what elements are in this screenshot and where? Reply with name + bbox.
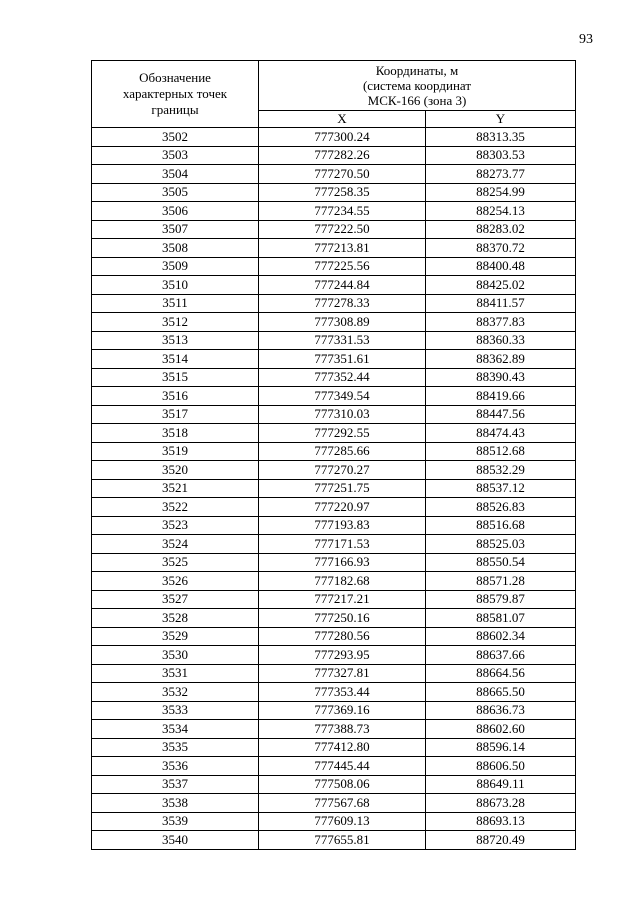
y-coordinate-cell: 88400.48: [426, 257, 576, 276]
table-row: [92, 775, 576, 794]
point-id-cell: 3532: [92, 683, 259, 702]
y-coordinate-cell: 88525.03: [426, 535, 576, 554]
x-coordinate-cell: 777182.68: [259, 572, 426, 591]
table-row: [92, 683, 576, 702]
y-coordinate-cell: 88303.53: [426, 146, 576, 165]
y-coordinate-cell: 88273.77: [426, 165, 576, 184]
point-id-cell: 3503: [92, 146, 259, 165]
x-coordinate-cell: 777270.50: [259, 165, 426, 184]
y-coordinate-cell: 88474.43: [426, 424, 576, 443]
x-coordinate-cell: 777292.55: [259, 424, 426, 443]
x-coordinate-cell: 777567.68: [259, 794, 426, 813]
point-id-cell: 3530: [92, 646, 259, 665]
y-coordinate-cell: 88571.28: [426, 572, 576, 591]
point-id-cell: 3506: [92, 202, 259, 221]
table-row: [92, 794, 576, 813]
table-row: [92, 479, 576, 498]
point-id-cell: 3522: [92, 498, 259, 517]
table-row: [92, 498, 576, 517]
x-coordinate-cell: 777250.16: [259, 609, 426, 628]
x-coordinate-cell: 777280.56: [259, 627, 426, 646]
y-coordinate-cell: 88693.13: [426, 812, 576, 831]
table-row: [92, 183, 576, 202]
y-coordinate-cell: 88579.87: [426, 590, 576, 609]
x-coordinate-cell: 777369.16: [259, 701, 426, 720]
table-row: [92, 720, 576, 739]
y-coordinate-cell: 88370.72: [426, 239, 576, 258]
x-coordinate-cell: 777388.73: [259, 720, 426, 739]
point-id-cell: 3540: [92, 831, 259, 850]
x-coordinate-cell: 777308.89: [259, 313, 426, 332]
point-id-cell: 3534: [92, 720, 259, 739]
x-coordinate-cell: 777331.53: [259, 331, 426, 350]
header-coords-line3: МСК-166 (зона 3): [367, 93, 467, 108]
y-coordinate-cell: 88532.29: [426, 461, 576, 480]
table-row: [92, 609, 576, 628]
table-row: [92, 350, 576, 369]
table-row: [92, 146, 576, 165]
point-id-cell: 3527: [92, 590, 259, 609]
table-row: [92, 516, 576, 535]
y-coordinate-cell: 88602.60: [426, 720, 576, 739]
x-coordinate-cell: 777258.35: [259, 183, 426, 202]
table-row: [92, 368, 576, 387]
y-coordinate-cell: 88377.83: [426, 313, 576, 332]
x-coordinate-cell: 777285.66: [259, 442, 426, 461]
table-row: [92, 387, 576, 406]
point-id-cell: 3536: [92, 757, 259, 776]
y-coordinate-cell: 88283.02: [426, 220, 576, 239]
header-coords-line2: (система координат: [362, 78, 472, 93]
coordinates-table: [91, 60, 576, 850]
x-coordinate-cell: 777300.24: [259, 128, 426, 147]
x-coordinate-cell: 777225.56: [259, 257, 426, 276]
point-id-cell: 3523: [92, 516, 259, 535]
y-coordinate-cell: 88606.50: [426, 757, 576, 776]
y-coordinate-cell: 88362.89: [426, 350, 576, 369]
table-row: [92, 646, 576, 665]
y-coordinate-cell: 88526.83: [426, 498, 576, 517]
x-coordinate-cell: 777234.55: [259, 202, 426, 221]
x-coordinate-cell: 777352.44: [259, 368, 426, 387]
x-coordinate-cell: 777251.75: [259, 479, 426, 498]
point-id-cell: 3538: [92, 794, 259, 813]
point-id-cell: 3514: [92, 350, 259, 369]
table-row: [92, 405, 576, 424]
table-row: [92, 220, 576, 239]
point-id-cell: 3519: [92, 442, 259, 461]
point-id-cell: 3537: [92, 775, 259, 794]
table-row: [92, 331, 576, 350]
y-coordinate-cell: 88254.13: [426, 202, 576, 221]
x-coordinate-cell: 777217.21: [259, 590, 426, 609]
y-coordinate-cell: 88537.12: [426, 479, 576, 498]
y-coordinate-cell: 88665.50: [426, 683, 576, 702]
point-id-cell: 3505: [92, 183, 259, 202]
y-coordinate-cell: 88637.66: [426, 646, 576, 665]
table-row: [92, 128, 576, 147]
header-coords-line1: Координаты, м: [375, 63, 459, 78]
table-row: [92, 627, 576, 646]
y-coordinate-cell: 88390.43: [426, 368, 576, 387]
table-row: [92, 202, 576, 221]
y-coordinate-cell: 88596.14: [426, 738, 576, 757]
y-coordinate-cell: 88360.33: [426, 331, 576, 350]
table-row: [92, 738, 576, 757]
x-coordinate-cell: 777310.03: [259, 405, 426, 424]
point-id-cell: 3525: [92, 553, 259, 572]
table-row: [92, 701, 576, 720]
y-coordinate-cell: 88636.73: [426, 701, 576, 720]
x-coordinate-cell: 777222.50: [259, 220, 426, 239]
point-id-cell: 3507: [92, 220, 259, 239]
point-id-cell: 3510: [92, 276, 259, 295]
point-id-cell: 3529: [92, 627, 259, 646]
x-coordinate-cell: 777171.53: [259, 535, 426, 554]
point-id-cell: 3515: [92, 368, 259, 387]
x-coordinate-cell: 777353.44: [259, 683, 426, 702]
point-id-cell: 3512: [92, 313, 259, 332]
point-id-cell: 3528: [92, 609, 259, 628]
x-coordinate-cell: 777193.83: [259, 516, 426, 535]
point-id-cell: 3516: [92, 387, 259, 406]
y-coordinate-cell: 88550.54: [426, 553, 576, 572]
table-row: [92, 257, 576, 276]
point-id-cell: 3521: [92, 479, 259, 498]
x-coordinate-cell: 777166.93: [259, 553, 426, 572]
y-coordinate-cell: 88602.34: [426, 627, 576, 646]
x-coordinate-cell: 777351.61: [259, 350, 426, 369]
table-row: [92, 535, 576, 554]
table-row: [92, 831, 576, 850]
x-coordinate-cell: 777445.44: [259, 757, 426, 776]
table-row: [92, 165, 576, 184]
y-coordinate-cell: 88673.28: [426, 794, 576, 813]
y-coordinate-cell: 88649.11: [426, 775, 576, 794]
table-row: [92, 812, 576, 831]
x-coordinate-cell: 777508.06: [259, 775, 426, 794]
header-point-label: Обозначение характерных точек границы: [92, 61, 259, 128]
table-row: [92, 461, 576, 480]
x-coordinate-cell: 777349.54: [259, 387, 426, 406]
y-coordinate-cell: 88254.99: [426, 183, 576, 202]
y-coordinate-cell: 88419.66: [426, 387, 576, 406]
x-coordinate-cell: 777278.33: [259, 294, 426, 313]
point-id-cell: 3539: [92, 812, 259, 831]
y-coordinate-cell: 88425.02: [426, 276, 576, 295]
point-id-cell: 3508: [92, 239, 259, 258]
point-id-cell: 3517: [92, 405, 259, 424]
x-coordinate-cell: 777270.27: [259, 461, 426, 480]
y-coordinate-cell: 88411.57: [426, 294, 576, 313]
point-id-cell: 3524: [92, 535, 259, 554]
point-id-cell: 3513: [92, 331, 259, 350]
table-row: [92, 590, 576, 609]
x-coordinate-cell: 777282.26: [259, 146, 426, 165]
table-row: [92, 239, 576, 258]
page-number: 93: [579, 32, 593, 47]
point-id-cell: 3502: [92, 128, 259, 147]
y-coordinate-cell: 88720.49: [426, 831, 576, 850]
point-id-cell: 3531: [92, 664, 259, 683]
table-row: [92, 442, 576, 461]
point-id-cell: 3535: [92, 738, 259, 757]
table-row: [92, 276, 576, 295]
x-coordinate-cell: 777609.13: [259, 812, 426, 831]
point-id-cell: 3504: [92, 165, 259, 184]
point-id-cell: 3509: [92, 257, 259, 276]
y-coordinate-cell: 88313.35: [426, 128, 576, 147]
table-row: [92, 313, 576, 332]
x-coordinate-cell: 777244.84: [259, 276, 426, 295]
y-coordinate-cell: 88447.56: [426, 405, 576, 424]
x-coordinate-cell: 777412.80: [259, 738, 426, 757]
point-id-cell: 3520: [92, 461, 259, 480]
x-coordinate-cell: 777293.95: [259, 646, 426, 665]
header-x: X: [259, 111, 426, 128]
table-row: [92, 757, 576, 776]
table-row: [92, 424, 576, 443]
x-coordinate-cell: 777655.81: [259, 831, 426, 850]
point-id-cell: 3533: [92, 701, 259, 720]
table-row: [92, 294, 576, 313]
y-coordinate-cell: 88664.56: [426, 664, 576, 683]
table-body: [92, 128, 576, 850]
x-coordinate-cell: 777213.81: [259, 239, 426, 258]
header-coordinates: [259, 61, 576, 111]
x-coordinate-cell: 777220.97: [259, 498, 426, 517]
table-header: [92, 61, 576, 128]
table-row: [92, 664, 576, 683]
point-id-cell: 3511: [92, 294, 259, 313]
point-id-cell: 3518: [92, 424, 259, 443]
y-coordinate-cell: 88581.07: [426, 609, 576, 628]
y-coordinate-cell: 88512.68: [426, 442, 576, 461]
table-row: [92, 553, 576, 572]
header-y: Y: [426, 111, 576, 128]
y-coordinate-cell: 88516.68: [426, 516, 576, 535]
x-coordinate-cell: 777327.81: [259, 664, 426, 683]
point-id-cell: 3526: [92, 572, 259, 591]
table-row: [92, 572, 576, 591]
